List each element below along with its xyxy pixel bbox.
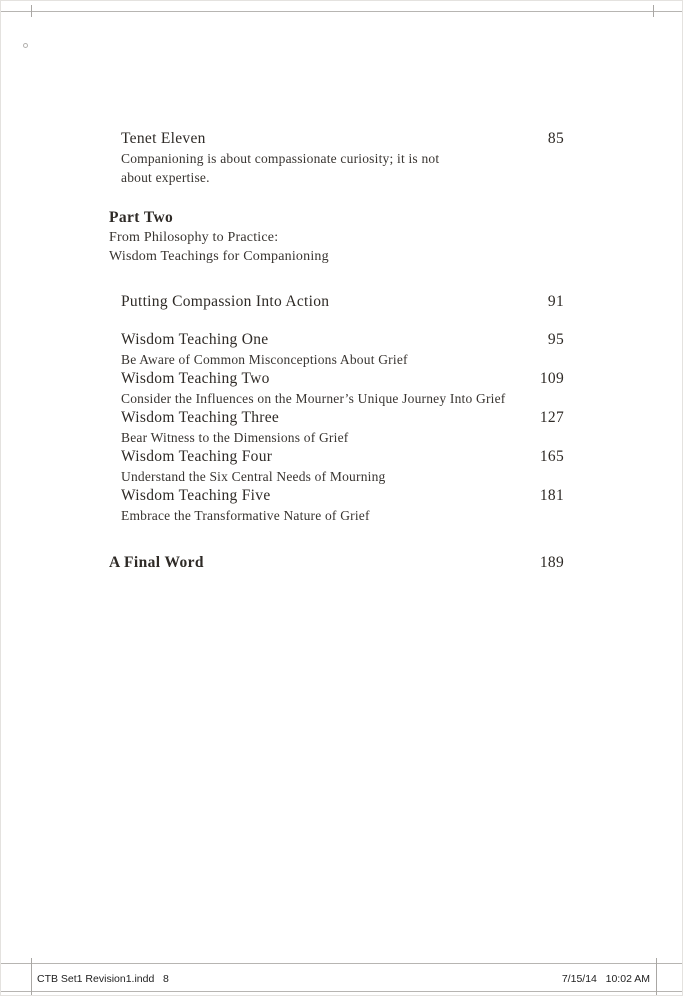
toc-entry-row <box>109 486 564 506</box>
footer-filename: CTB Set1 Revision1.indd 8 <box>37 973 169 985</box>
part-heading: Part Two <box>109 209 174 226</box>
toc-entry-subtitle-line: Bear Witness to the Dimensions of Grief <box>121 430 349 445</box>
toc-entry-title: Wisdom Teaching Two <box>121 370 270 387</box>
part-subtitle-line: From Philosophy to Practice: <box>109 230 279 245</box>
toc-entry-subtitle-line: Consider the Influences on the Mourner’s Unique Journey Into Grief <box>121 391 506 406</box>
toc-entry-subtitle-line: Understand the Six Central Needs of Mourning <box>121 469 386 484</box>
table-of-contents <box>109 129 564 573</box>
toc-entry-page-number: 127 <box>539 409 564 426</box>
toc-entry-page-number: 91 <box>547 293 564 310</box>
toc-entry-title: Putting Compassion Into Action <box>121 293 330 310</box>
toc-entry-a-final-word <box>109 553 564 573</box>
toc-entry-row <box>109 129 564 149</box>
toc-entry-page-number: 95 <box>547 331 564 348</box>
crop-tick-top-left <box>31 5 32 17</box>
toc-entry-page-number: 109 <box>539 370 564 387</box>
footer-rule-bottom <box>1 991 682 992</box>
footer-timestamp: 7/15/14 10:02 AM <box>561 973 650 985</box>
toc-entry-page-number: 181 <box>539 487 564 504</box>
top-trim-line <box>1 11 682 12</box>
toc-entry-title: Tenet Eleven <box>121 130 206 147</box>
toc-entry-title: Wisdom Teaching Three <box>121 409 280 426</box>
toc-part-two-heading <box>109 207 564 266</box>
toc-entry-title: A Final Word <box>109 554 204 571</box>
toc-entry-row <box>109 292 564 312</box>
crop-tick-top-right <box>653 5 654 17</box>
toc-entry-subtitle-line: Embrace the Transformative Nature of Grief <box>121 508 370 523</box>
toc-entry-subtitle-line: Be Aware of Common Misconceptions About Grief <box>121 352 408 367</box>
toc-entry-title: Wisdom Teaching One <box>121 331 269 348</box>
toc-entry-page-number: 165 <box>539 448 564 465</box>
toc-entry-row <box>109 553 564 573</box>
toc-entry-putting-compassion <box>109 292 564 312</box>
toc-entry-row <box>109 369 564 389</box>
toc-entry-row <box>109 447 564 467</box>
toc-wisdom-teachings-list <box>109 330 564 525</box>
toc-entry-page-number: 85 <box>547 130 564 147</box>
crop-tick-bottom-left <box>31 958 32 996</box>
toc-entry-title: Wisdom Teaching Four <box>121 448 273 465</box>
toc-entry-row <box>109 408 564 428</box>
toc-entry-subtitle-line: about expertise. <box>121 170 210 185</box>
footer-slug <box>37 969 650 989</box>
toc-entry-tenet-eleven <box>109 129 564 187</box>
crop-tick-bottom-right <box>656 958 657 996</box>
toc-entry-subtitle-line: Companioning is about compassionate curiosity; it is not <box>121 151 440 166</box>
registration-mark <box>23 43 28 48</box>
toc-entry-row <box>109 330 564 350</box>
toc-entry-title: Wisdom Teaching Five <box>121 487 271 504</box>
footer-rule-top <box>1 963 682 964</box>
toc-entry-page-number: 189 <box>539 554 564 571</box>
part-subtitle-line: Wisdom Teachings for Companioning <box>109 248 329 264</box>
